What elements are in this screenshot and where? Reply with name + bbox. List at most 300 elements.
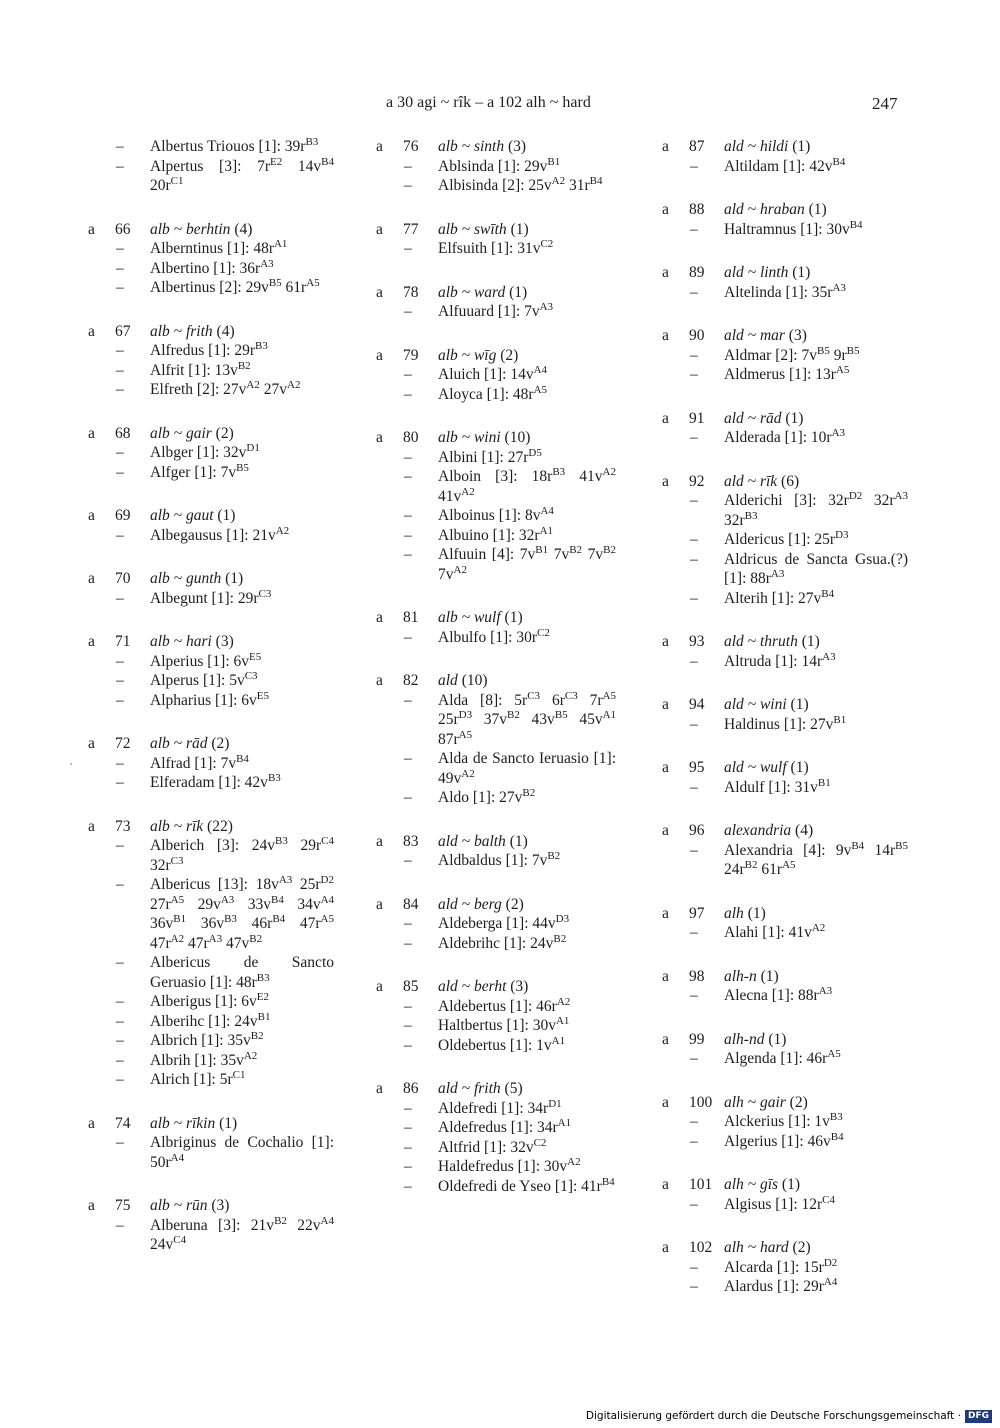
name-entry: [662, 589, 908, 609]
lemma-title: ald ~ rād: [724, 409, 782, 427]
lemma-heading: [376, 346, 616, 366]
entry-dash: –: [116, 444, 124, 461]
lemma-number: 97: [689, 904, 705, 922]
lemma-count: (1): [756, 967, 779, 985]
entry-text: Alpertus [3]: $7r^{E2}$ $14v^{B4}$ $20r^{C1}$: [150, 155, 335, 194]
section-letter: a: [662, 201, 669, 218]
name-entry: [88, 157, 334, 196]
entry-dash: –: [690, 715, 698, 733]
entry-dash: –: [404, 1099, 412, 1117]
name-entry: [376, 934, 616, 954]
entry-text: Elfsuith [1]: $31v^{C2}$: [438, 237, 554, 257]
entry-text: Albertino [1]: $36r^{A3}$: [150, 257, 274, 277]
entry-text: Alda [8]: $5r^{C3}$ $6r^{C3}$ $7r^{A5}$ $25r^{D3}$ $37v^{B2}$ $43v^{B5}$ $45v^{A1}$ $87r^{A5}$: [438, 689, 617, 748]
lemma-count: (5): [500, 1080, 523, 1097]
entry-text: Alterih [1]: $27v^{B4}$: [724, 587, 835, 607]
lemma-heading: [376, 608, 616, 628]
footer-text: Digitalisierung gefördert durch die Deutsche Forschungsgemeinschaft ·: [585, 1410, 961, 1422]
lemma-count: (1): [788, 264, 811, 281]
lemma-count: (22): [203, 817, 233, 835]
entry-dash: –: [116, 993, 124, 1010]
entry-dash: –: [116, 589, 124, 607]
entry-text: Alfger [1]: $7v^{B5}$: [150, 461, 249, 481]
entry-dash: –: [404, 526, 412, 544]
lemma-number: 93: [689, 633, 705, 650]
section-letter: a: [376, 283, 383, 301]
entry-text: Aldericus [1]: $25r^{D3}$: [724, 528, 849, 548]
lemma-number: 73: [115, 817, 131, 835]
section-letter: a: [376, 429, 383, 446]
entry-text: Alahi [1]: $41v^{A2}$: [724, 921, 826, 941]
name-entry: [376, 1118, 616, 1138]
lemma-count: (1): [505, 283, 528, 301]
lemma-count: (3): [211, 633, 234, 650]
lemma-heading: [662, 1093, 908, 1113]
lemma-title: alb ~ wini: [438, 429, 501, 446]
lemma-heading: [376, 671, 616, 691]
lemma-title: alb ~ rād: [150, 735, 208, 752]
entry-text: Albriginus de Cochalio [1]: $50r^{A4}$: [150, 1134, 334, 1171]
entry-group: [376, 608, 616, 647]
entry-group: [88, 424, 334, 483]
entry-group: [662, 326, 908, 385]
entry-text: Alperus [1]: $5v^{C3}$: [150, 669, 258, 689]
lemma-count: (1): [500, 609, 523, 626]
entry-text: Alderichi [3]: $32r^{D2}$ $32r^{A3}$ $32r^{B3}$: [724, 489, 908, 529]
entry-dash: –: [404, 448, 412, 466]
footer-credit: [586, 1409, 992, 1423]
lemma-title: ald ~ hraban: [724, 201, 805, 218]
section-letter: a: [376, 672, 383, 689]
lemma-number: 91: [689, 409, 705, 427]
entry-group: [88, 632, 334, 710]
name-entry: [88, 443, 334, 463]
section-letter: a: [662, 327, 669, 344]
entry-dash: –: [690, 987, 698, 1004]
name-entry: [376, 1157, 616, 1177]
lemma-number: 94: [689, 696, 705, 713]
lemma-number: 84: [403, 895, 419, 913]
lemma-number: 81: [403, 609, 419, 626]
name-entry: [662, 1049, 908, 1069]
section-letter: a: [88, 735, 95, 752]
lemma-heading: [376, 895, 616, 915]
lemma-number: 72: [115, 735, 131, 752]
section-letter: a: [662, 967, 669, 985]
entry-text: Haltbertus [1]: $30v^{A1}$: [438, 1014, 570, 1034]
name-entry: [88, 137, 334, 157]
entry-text: Algisus [1]: $12r^{C4}$: [724, 1193, 836, 1213]
entry-group: [662, 263, 908, 302]
entry-dash: –: [690, 531, 698, 548]
entry-text: Alpharius [1]: $6v^{E5}$: [150, 689, 269, 709]
lemma-number: 88: [689, 201, 705, 218]
entry-dash: –: [116, 652, 124, 670]
lemma-heading: [88, 1196, 334, 1216]
lemma-heading: [88, 1114, 334, 1134]
lemma-number: 80: [403, 429, 419, 446]
entry-text: Albisinda [2]: $25v^{A2}$ $31r^{B4}$: [438, 174, 603, 194]
lemma-heading: [376, 977, 616, 997]
entry-dash: –: [690, 220, 698, 238]
lemma-count: (1): [221, 570, 244, 587]
name-entry: [88, 380, 334, 400]
lemma-heading: [88, 424, 334, 444]
lemma-number: 75: [115, 1197, 131, 1214]
entry-dash: –: [690, 778, 698, 796]
lemma-count: (1): [781, 409, 804, 427]
name-entry: [88, 259, 334, 279]
name-entry: [376, 467, 616, 506]
name-entry: [88, 361, 334, 381]
lemma-number: 99: [689, 1030, 705, 1048]
section-letter: a: [662, 696, 669, 713]
entry-dash: –: [690, 429, 698, 446]
lemma-count: (1): [778, 1176, 800, 1193]
entry-dash: –: [116, 1051, 124, 1069]
name-entry: [88, 836, 334, 875]
entry-text: Alboinus [1]: $8v^{A4}$: [438, 504, 554, 524]
lemma-title: alh ~ hard: [724, 1239, 789, 1256]
entry-dash: –: [690, 157, 698, 175]
entry-text: Oldebertus [1]: $1v^{A1}$: [438, 1034, 566, 1054]
lemma-heading: [662, 409, 908, 429]
name-entry: [376, 1099, 616, 1119]
entry-group: [662, 1030, 908, 1069]
lemma-count: (1): [786, 696, 809, 713]
entry-dash: –: [690, 550, 698, 568]
name-entry: [376, 385, 616, 405]
name-entry: [662, 841, 908, 880]
lemma-title: ald ~ thruth: [724, 633, 798, 650]
entry-dash: –: [404, 385, 412, 403]
entry-text: Altelinda [1]: $35r^{A3}$: [724, 281, 846, 301]
lemma-count: (1): [505, 832, 528, 850]
lemma-heading: [662, 1238, 908, 1258]
entry-dash: –: [404, 628, 412, 646]
lemma-title: alexandria: [724, 822, 792, 839]
running-title: a 30 agi ~ rîk – a 102 alh ~ hard: [386, 94, 591, 111]
entry-text: Oldefredi de Yseo [1]: $41r^{B4}$: [438, 1175, 615, 1195]
entry-dash: –: [116, 259, 124, 277]
entry-group: [376, 671, 616, 808]
lemma-heading: [662, 904, 908, 924]
entry-group: [662, 1238, 908, 1297]
lemma-title: ald ~ wulf: [724, 759, 787, 776]
name-entry: [88, 773, 334, 793]
entry-text: Alexandria [4]: $9v^{B4}$ $14r^{B5}$ $24r^{B2}$ $61r^{A5}$: [724, 839, 908, 878]
lemma-heading: [662, 632, 908, 652]
name-entry: [662, 1258, 908, 1278]
entry-dash: –: [116, 691, 124, 709]
name-entry: [376, 302, 616, 322]
entry-dash: –: [116, 774, 124, 791]
entry-text: Alfuuard [1]: $7v^{A3}$: [438, 300, 554, 320]
entry-dash: –: [690, 1050, 698, 1067]
name-entry: [88, 589, 334, 609]
lemma-number: 86: [403, 1080, 419, 1097]
margin-speck: [70, 763, 72, 765]
entry-text: Alfrad [1]: $7v^{B4}$: [150, 752, 249, 772]
lemma-number: 77: [403, 220, 419, 238]
name-entry: [88, 341, 334, 361]
entry-text: Albericus de Sancto Geruasio [1]: $48r^{B3}$: [150, 954, 334, 991]
entry-group: [88, 322, 334, 400]
entry-text: Elferadam [1]: $42v^{B3}$: [150, 771, 281, 791]
lemma-heading: [88, 632, 334, 652]
lemma-count: (4): [791, 822, 814, 839]
entry-dash: –: [116, 342, 124, 359]
entry-text: Aldeberga [1]: $44v^{D3}$: [438, 912, 570, 932]
section-letter: a: [662, 1093, 669, 1111]
entry-dash: –: [690, 366, 698, 383]
entry-text: Haldefredus [1]: $30v^{A2}$: [438, 1155, 581, 1175]
entry-text: Albrih [1]: $35v^{A2}$: [150, 1049, 258, 1069]
entry-dash: –: [116, 138, 124, 155]
lemma-title: ald ~ rīk: [724, 472, 778, 490]
lemma-number: 74: [115, 1114, 131, 1132]
entry-group: [88, 1196, 334, 1255]
section-letter: a: [376, 1080, 383, 1097]
entry-text: Altruda [1]: $14r^{A3}$: [724, 650, 836, 670]
entry-dash: –: [116, 1032, 124, 1049]
name-entry: [376, 1036, 616, 1056]
entry-group: [376, 1079, 616, 1196]
name-entry: [88, 1216, 334, 1255]
lemma-heading: [88, 220, 334, 240]
lemma-heading: [662, 758, 908, 778]
entry-dash: –: [404, 157, 412, 175]
name-entry: [88, 1133, 334, 1172]
name-entry: [88, 754, 334, 774]
entry-text: Haldinus [1]: $27v^{B1}$: [724, 713, 847, 733]
entry-dash: –: [404, 1158, 412, 1175]
lemma-heading: [662, 200, 908, 220]
entry-group: [662, 1175, 908, 1214]
entry-dash: –: [404, 1119, 412, 1136]
name-entry: [376, 176, 616, 196]
section-letter: a: [662, 409, 669, 427]
entry-group: [376, 220, 616, 259]
entry-text: Aldefredus [1]: $34r^{A1}$: [438, 1116, 572, 1136]
entry-text: Alcarda [1]: $15r^{D2}$: [724, 1256, 838, 1276]
section-letter: a: [376, 346, 383, 364]
lemma-title: alh ~ gair: [724, 1093, 786, 1111]
section-letter: a: [88, 633, 95, 650]
lemma-title: alb ~ sinth: [438, 138, 505, 155]
lemma-heading: [376, 1079, 616, 1099]
entry-dash: –: [690, 346, 698, 364]
entry-text: Alperius [1]: $6v^{E5}$: [150, 650, 262, 670]
lemma-heading: [662, 1030, 908, 1050]
entry-group: [376, 283, 616, 322]
lemma-title: alh: [724, 904, 744, 922]
entry-group: [88, 506, 334, 545]
lemma-title: ald ~ balth: [438, 832, 506, 850]
section-letter: a: [662, 1239, 669, 1256]
entry-text: Albini [1]: $27r^{D5}$: [438, 446, 542, 466]
name-entry: [662, 365, 908, 385]
lemma-heading: [662, 1175, 908, 1195]
name-entry: [662, 346, 908, 366]
lemma-count: (1): [804, 201, 827, 218]
lemma-count: (2): [501, 895, 524, 913]
lemma-count: (4): [230, 220, 253, 238]
lemma-title: alb ~ ward: [438, 283, 506, 301]
name-entry: [88, 1031, 334, 1051]
lemma-count: (1): [797, 633, 820, 650]
section-letter: a: [662, 904, 669, 922]
name-entry: [376, 448, 616, 468]
entry-text: Aldebertus [1]: $46r^{A2}$: [438, 995, 571, 1015]
section-letter: a: [88, 424, 95, 442]
entry-text: Aloyca [1]: $48r^{A5}$: [438, 383, 548, 403]
entry-dash: –: [116, 463, 124, 481]
lemma-count: (3): [504, 138, 527, 155]
entry-group: [376, 977, 616, 1055]
entry-dash: –: [116, 1134, 124, 1151]
lemma-title: alb ~ frith: [150, 322, 213, 340]
lemma-count: (2): [211, 424, 234, 442]
entry-group: [662, 137, 908, 176]
section-letter: a: [662, 138, 669, 155]
entry-group: [662, 632, 908, 671]
lemma-heading: [88, 817, 334, 837]
lemma-count: (3): [207, 1197, 230, 1214]
lemma-title: alb ~ gunth: [150, 570, 222, 587]
entry-text: Alfredus [1]: $29r^{B3}$: [150, 339, 268, 359]
lemma-number: 90: [689, 327, 705, 344]
lemma-number: 79: [403, 346, 419, 364]
lemma-heading: [376, 832, 616, 852]
entry-dash: –: [116, 954, 124, 971]
entry-text: Alderada [1]: $10r^{A3}$: [724, 426, 846, 446]
entry-text: Alberihc [1]: $24v^{B1}$: [150, 1010, 271, 1030]
lemma-number: 71: [115, 633, 131, 650]
lemma-count: (1): [788, 138, 811, 155]
lemma-heading: [88, 322, 334, 342]
name-entry: [376, 691, 616, 750]
name-entry: [662, 1112, 908, 1132]
entry-text: Alfuuin [4]: $7v^{B1}$ $7v^{B2}$ $7v^{B2}$ $7v^{A2}$: [438, 543, 616, 583]
entry-text: Albrich [1]: $35v^{B2}$: [150, 1029, 264, 1049]
lemma-count: (10): [457, 672, 488, 689]
entry-text: Algenda [1]: $46r^{A5}$: [724, 1047, 841, 1067]
column-2: [376, 137, 616, 1220]
entry-text: Altfrid [1]: $32v^{C2}$: [438, 1136, 547, 1156]
section-letter: a: [662, 633, 669, 650]
lemma-number: 82: [403, 672, 419, 689]
name-entry: [376, 628, 616, 648]
entry-dash: –: [690, 1258, 698, 1276]
lemma-heading: [88, 734, 334, 754]
name-entry: [88, 278, 334, 298]
lemma-count: (1): [215, 1114, 238, 1132]
entry-dash: –: [404, 934, 412, 952]
page-number: 247: [872, 94, 898, 113]
name-entry: [376, 1138, 616, 1158]
lemma-count: (10): [500, 429, 531, 446]
entry-text: Aluich [1]: $14v^{A4}$: [438, 363, 548, 383]
lemma-number: 95: [689, 759, 705, 776]
name-entry: [662, 715, 908, 735]
name-entry: [88, 671, 334, 691]
lemma-count: (4): [212, 322, 235, 340]
entry-text: Aldmar [2]: $7v^{B5}$ $9r^{B5}$: [724, 344, 860, 364]
lemma-title: alb ~ gair: [150, 424, 212, 442]
lemma-number: 85: [403, 978, 419, 995]
entry-dash: –: [404, 177, 412, 194]
entry-dash: –: [690, 841, 698, 859]
section-letter: a: [376, 220, 383, 238]
entry-dash: –: [116, 240, 124, 257]
name-entry: [376, 239, 616, 259]
lemma-heading: [376, 137, 616, 157]
entry-dash: –: [690, 492, 698, 509]
entry-group: [376, 895, 616, 954]
lemma-number: 68: [115, 424, 131, 442]
entry-dash: –: [404, 303, 412, 320]
name-entry: [88, 526, 334, 546]
name-entry: [662, 652, 908, 672]
entry-group: [376, 428, 616, 584]
entry-group: [662, 472, 908, 609]
entry-dash: –: [690, 283, 698, 301]
lemma-heading: [662, 137, 908, 157]
lemma-number: 98: [689, 967, 705, 985]
entry-group: [662, 967, 908, 1006]
entry-group: [662, 758, 908, 797]
name-entry: [662, 157, 908, 177]
lemma-count: (6): [777, 472, 800, 490]
lemma-heading: [376, 283, 616, 303]
name-entry: [662, 1195, 908, 1215]
lemma-count: (1): [764, 1030, 787, 1048]
section-letter: a: [376, 978, 383, 995]
section-letter: a: [662, 472, 669, 490]
lemma-title: alb ~ swīth: [438, 220, 507, 238]
entry-group: [662, 1093, 908, 1152]
entry-group: [88, 734, 334, 793]
section-letter: a: [376, 832, 383, 850]
lemma-count: (2): [496, 346, 519, 364]
name-entry: [662, 986, 908, 1006]
entry-dash: –: [116, 381, 124, 398]
entry-dash: –: [116, 1071, 124, 1088]
lemma-count: (1): [786, 759, 809, 776]
entry-group: [88, 569, 334, 608]
entry-text: Alberigus [1]: $6v^{E2}$: [150, 990, 269, 1010]
entry-text: Alecna [1]: $88r^{A3}$: [724, 984, 833, 1004]
lemma-title: alb ~ hari: [150, 633, 212, 650]
lemma-heading: [88, 569, 334, 589]
entry-dash: –: [404, 789, 412, 806]
entry-dash: –: [404, 507, 412, 524]
lemma-title: alh ~ gīs: [724, 1176, 779, 1193]
lemma-title: alh-nd: [724, 1030, 765, 1048]
section-letter: a: [376, 138, 383, 155]
name-entry: [662, 1132, 908, 1152]
entry-text: Albegausus [1]: $21v^{A2}$: [150, 524, 290, 544]
entry-dash: –: [690, 1195, 698, 1213]
entry-dash: –: [116, 876, 124, 893]
entry-dash: –: [116, 1216, 124, 1234]
entry-dash: –: [690, 924, 698, 941]
name-entry: [376, 997, 616, 1017]
name-entry: [88, 953, 334, 992]
lemma-count: (2): [207, 735, 230, 752]
section-letter: a: [376, 609, 383, 626]
